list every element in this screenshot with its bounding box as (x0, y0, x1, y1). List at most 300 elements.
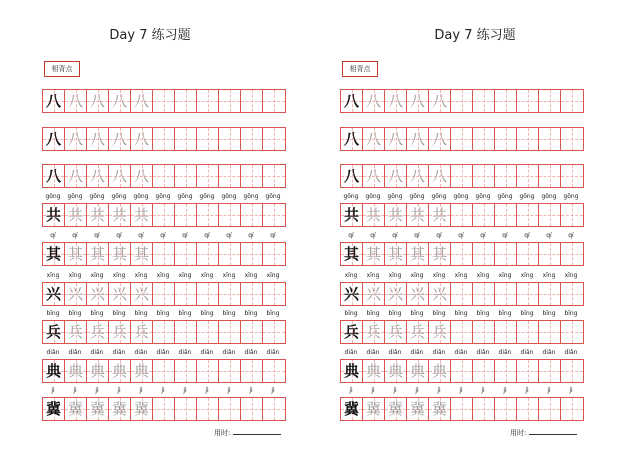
blank-practice-cell[interactable] (561, 321, 583, 343)
blank-practice-cell[interactable] (153, 283, 175, 305)
blank-practice-cell[interactable] (451, 283, 473, 305)
pinyin-label: xīng (366, 272, 380, 279)
trace-character-cell (363, 243, 385, 265)
blank-practice-cell[interactable] (495, 321, 517, 343)
trace-character-cell (109, 398, 131, 420)
trace-character-cell (363, 360, 385, 382)
pinyin-label: qí (160, 232, 166, 239)
time-used-field[interactable] (214, 428, 281, 438)
blank-practice-cell[interactable] (219, 360, 241, 382)
pinyin-label: qí (502, 232, 508, 239)
blank-practice-cell[interactable] (175, 90, 197, 112)
trace-character-cell (429, 243, 451, 265)
pinyin-row (340, 348, 582, 358)
pinyin-label: diǎn (178, 349, 192, 356)
time-used-label: 用时: (214, 429, 231, 437)
trace-character-cell (407, 90, 429, 112)
character: 兵 (365, 323, 381, 341)
trace-character-cell (407, 360, 429, 382)
blank-practice-cell[interactable] (219, 90, 241, 112)
character: 八 (67, 92, 83, 110)
character: 兵 (387, 323, 403, 341)
blank-practice-cell[interactable] (241, 283, 263, 305)
blank-practice-cell[interactable] (241, 360, 263, 382)
character: 八 (133, 167, 149, 185)
trace-character-cell (385, 243, 407, 265)
pinyin-label: bīng (222, 310, 236, 317)
section-tag: 相背点 (342, 61, 378, 77)
character: 共 (387, 206, 403, 224)
character: 其 (67, 245, 83, 263)
blank-practice-cell[interactable] (561, 165, 583, 187)
blank-practice-cell[interactable] (175, 165, 197, 187)
pinyin-label: bīng (498, 310, 512, 317)
trace-character-cell (131, 204, 153, 226)
blank-practice-cell[interactable] (495, 360, 517, 382)
blank-practice-cell[interactable] (175, 243, 197, 265)
character: 八 (45, 167, 61, 185)
model-character-cell (341, 360, 363, 382)
character: 共 (89, 206, 105, 224)
trace-character-cell (407, 243, 429, 265)
blank-practice-cell[interactable] (451, 165, 473, 187)
blank-practice-cell[interactable] (495, 243, 517, 265)
blank-practice-cell[interactable] (517, 360, 539, 382)
character: 典 (111, 362, 127, 380)
pinyin-label: qí (226, 232, 232, 239)
trace-character-cell (87, 283, 109, 305)
pinyin-label: qí (138, 232, 144, 239)
trace-character-cell (65, 243, 87, 265)
character: 共 (365, 206, 381, 224)
pinyin-label: xīng (68, 272, 82, 279)
character: 八 (89, 130, 105, 148)
trace-character-cell (109, 165, 131, 187)
pinyin-label: gōng (365, 193, 381, 200)
blank-practice-cell[interactable] (473, 165, 495, 187)
character: 八 (111, 92, 127, 110)
practice-grid-row (340, 359, 584, 383)
practice-grid-row (340, 397, 584, 421)
pinyin-label: bīng (476, 310, 490, 317)
blank-practice-cell[interactable] (473, 90, 495, 112)
blank-practice-cell[interactable] (263, 128, 285, 150)
blank-practice-cell[interactable] (451, 398, 473, 420)
pinyin-label: qí (270, 232, 276, 239)
trace-character-cell (87, 165, 109, 187)
pinyin-label: bīng (454, 310, 468, 317)
blank-practice-cell[interactable] (473, 283, 495, 305)
blank-practice-cell[interactable] (219, 243, 241, 265)
blank-practice-cell[interactable] (561, 128, 583, 150)
blank-practice-cell[interactable] (175, 283, 197, 305)
blank-practice-cell[interactable] (263, 204, 285, 226)
pinyin-label: diǎn (454, 349, 468, 356)
blank-practice-cell[interactable] (197, 243, 219, 265)
blank-practice-cell[interactable] (517, 283, 539, 305)
pinyin-label: jì (459, 387, 463, 394)
pinyin-label: xīng (156, 272, 170, 279)
trace-character-cell (363, 321, 385, 343)
pinyin-label: jì (481, 387, 485, 394)
trace-character-cell (109, 128, 131, 150)
blank-practice-cell[interactable] (241, 398, 263, 420)
pinyin-label: qí (392, 232, 398, 239)
pinyin-label: xīng (410, 272, 424, 279)
blank-practice-cell[interactable] (197, 90, 219, 112)
model-character-cell (43, 128, 65, 150)
blank-practice-cell[interactable] (451, 204, 473, 226)
blank-practice-cell[interactable] (451, 128, 473, 150)
pinyin-label: diǎn (564, 349, 578, 356)
character: 兵 (67, 323, 83, 341)
trace-character-cell (429, 398, 451, 420)
practice-grid-row (42, 203, 286, 227)
trace-character-cell (131, 165, 153, 187)
blank-practice-cell[interactable] (539, 165, 561, 187)
pinyin-label: bīng (134, 310, 148, 317)
character: 兴 (409, 285, 425, 303)
pinyin-label: gōng (387, 193, 403, 200)
blank-practice-cell[interactable] (561, 243, 583, 265)
character: 八 (343, 92, 359, 110)
character: 冀 (67, 400, 83, 418)
trace-character-cell (109, 283, 131, 305)
character: 冀 (111, 400, 127, 418)
blank-practice-cell[interactable] (561, 90, 583, 112)
blank-practice-cell[interactable] (451, 243, 473, 265)
pinyin-label: diǎn (266, 349, 280, 356)
blank-practice-cell[interactable] (219, 204, 241, 226)
blank-practice-cell[interactable] (561, 360, 583, 382)
practice-grid-row (42, 397, 286, 421)
pinyin-label: jì (183, 387, 187, 394)
blank-practice-cell[interactable] (241, 90, 263, 112)
pinyin-label: qí (568, 232, 574, 239)
blank-practice-cell[interactable] (539, 128, 561, 150)
trace-character-cell (131, 243, 153, 265)
blank-practice-cell[interactable] (517, 243, 539, 265)
pinyin-label: xīng (344, 272, 358, 279)
character: 典 (387, 362, 403, 380)
worksheet-page-right (320, 0, 640, 453)
blank-practice-cell[interactable] (153, 243, 175, 265)
trace-character-cell (363, 128, 385, 150)
character: 其 (409, 245, 425, 263)
blank-practice-cell[interactable] (517, 204, 539, 226)
pinyin-label: xīng (222, 272, 236, 279)
time-used-line (233, 428, 281, 435)
blank-practice-cell[interactable] (197, 204, 219, 226)
character: 其 (89, 245, 105, 263)
blank-practice-cell[interactable] (517, 321, 539, 343)
trace-character-cell (131, 128, 153, 150)
blank-practice-cell[interactable] (451, 360, 473, 382)
pinyin-label: xīng (46, 272, 60, 279)
blank-practice-cell[interactable] (197, 321, 219, 343)
pinyin-label: bīng (178, 310, 192, 317)
trace-character-cell (429, 204, 451, 226)
blank-practice-cell[interactable] (263, 243, 285, 265)
blank-practice-cell[interactable] (539, 360, 561, 382)
model-character-cell (43, 283, 65, 305)
character: 八 (111, 130, 127, 148)
blank-practice-cell[interactable] (495, 283, 517, 305)
character: 兵 (45, 323, 61, 341)
pinyin-label: xīng (432, 272, 446, 279)
character: 八 (365, 167, 381, 185)
pinyin-label: diǎn (388, 349, 402, 356)
trace-character-cell (407, 128, 429, 150)
blank-practice-cell[interactable] (219, 283, 241, 305)
pinyin-label: jì (569, 387, 573, 394)
pinyin-label: qí (370, 232, 376, 239)
blank-practice-cell[interactable] (263, 321, 285, 343)
blank-practice-cell[interactable] (175, 321, 197, 343)
pinyin-label: jì (437, 387, 441, 394)
blank-practice-cell[interactable] (517, 165, 539, 187)
character: 典 (343, 362, 359, 380)
blank-practice-cell[interactable] (175, 360, 197, 382)
pinyin-label: diǎn (156, 349, 170, 356)
blank-practice-cell[interactable] (153, 128, 175, 150)
character: 八 (409, 92, 425, 110)
blank-practice-cell[interactable] (263, 90, 285, 112)
blank-practice-cell[interactable] (197, 283, 219, 305)
pinyin-label: jì (547, 387, 551, 394)
pinyin-label: diǎn (476, 349, 490, 356)
character: 八 (111, 167, 127, 185)
pinyin-label: xīng (564, 272, 578, 279)
trace-character-cell (363, 398, 385, 420)
pinyin-label: jì (349, 387, 353, 394)
character: 典 (67, 362, 83, 380)
blank-practice-cell[interactable] (197, 360, 219, 382)
blank-practice-cell[interactable] (219, 128, 241, 150)
blank-practice-cell[interactable] (153, 398, 175, 420)
pinyin-label: diǎn (222, 349, 236, 356)
pinyin-label: qí (348, 232, 354, 239)
blank-practice-cell[interactable] (241, 243, 263, 265)
blank-practice-cell[interactable] (241, 321, 263, 343)
blank-practice-cell[interactable] (517, 398, 539, 420)
blank-practice-cell[interactable] (561, 283, 583, 305)
pinyin-label: gōng (89, 193, 105, 200)
character: 兵 (89, 323, 105, 341)
character: 兵 (111, 323, 127, 341)
blank-practice-cell[interactable] (495, 398, 517, 420)
pinyin-label: xīng (498, 272, 512, 279)
blank-practice-cell[interactable] (473, 243, 495, 265)
blank-practice-cell[interactable] (473, 321, 495, 343)
blank-practice-cell[interactable] (219, 398, 241, 420)
trace-character-cell (87, 128, 109, 150)
character: 冀 (133, 400, 149, 418)
blank-practice-cell[interactable] (451, 321, 473, 343)
pinyin-label: qí (436, 232, 442, 239)
blank-practice-cell[interactable] (517, 128, 539, 150)
pinyin-label: diǎn (498, 349, 512, 356)
trace-character-cell (407, 204, 429, 226)
character: 八 (45, 130, 61, 148)
blank-practice-cell[interactable] (219, 321, 241, 343)
trace-character-cell (65, 360, 87, 382)
blank-practice-cell[interactable] (561, 204, 583, 226)
pinyin-label: xīng (388, 272, 402, 279)
pinyin-label: xīng (542, 272, 556, 279)
blank-practice-cell[interactable] (219, 165, 241, 187)
trace-character-cell (65, 165, 87, 187)
blank-practice-cell[interactable] (241, 204, 263, 226)
pinyin-row (340, 309, 582, 319)
trace-character-cell (407, 283, 429, 305)
trace-character-cell (65, 128, 87, 150)
trace-character-cell (407, 398, 429, 420)
blank-practice-cell[interactable] (153, 165, 175, 187)
pinyin-label: diǎn (344, 349, 358, 356)
blank-practice-cell[interactable] (153, 90, 175, 112)
trace-character-cell (87, 360, 109, 382)
blank-practice-cell[interactable] (241, 165, 263, 187)
pinyin-label: gōng (155, 193, 171, 200)
model-character-cell (341, 204, 363, 226)
time-used-line (529, 428, 577, 435)
model-character-cell (341, 321, 363, 343)
character: 八 (365, 92, 381, 110)
character: 其 (387, 245, 403, 263)
blank-practice-cell[interactable] (539, 283, 561, 305)
blank-practice-cell[interactable] (495, 165, 517, 187)
blank-practice-cell[interactable] (197, 128, 219, 150)
character: 共 (409, 206, 425, 224)
trace-character-cell (429, 283, 451, 305)
blank-practice-cell[interactable] (263, 398, 285, 420)
character: 兴 (343, 285, 359, 303)
practice-grid-row (42, 89, 286, 113)
pinyin-row (42, 271, 284, 281)
pinyin-label: gōng (265, 193, 281, 200)
blank-practice-cell[interactable] (241, 128, 263, 150)
blank-practice-cell[interactable] (495, 128, 517, 150)
blank-practice-cell[interactable] (197, 165, 219, 187)
model-character-cell (43, 90, 65, 112)
pinyin-label: bīng (564, 310, 578, 317)
character: 共 (111, 206, 127, 224)
character: 其 (45, 245, 61, 263)
model-character-cell (43, 204, 65, 226)
blank-practice-cell[interactable] (451, 90, 473, 112)
practice-grid-row (340, 320, 584, 344)
model-character-cell (341, 283, 363, 305)
character: 共 (431, 206, 447, 224)
model-character-cell (341, 165, 363, 187)
trace-character-cell (429, 360, 451, 382)
pinyin-label: diǎn (520, 349, 534, 356)
pinyin-label: xīng (178, 272, 192, 279)
blank-practice-cell[interactable] (153, 204, 175, 226)
character: 八 (431, 92, 447, 110)
trace-character-cell (109, 204, 131, 226)
character: 冀 (409, 400, 425, 418)
blank-practice-cell[interactable] (539, 243, 561, 265)
trace-character-cell (429, 90, 451, 112)
trace-character-cell (363, 283, 385, 305)
blank-practice-cell[interactable] (539, 204, 561, 226)
pinyin-label: bīng (410, 310, 424, 317)
blank-practice-cell[interactable] (175, 204, 197, 226)
blank-practice-cell[interactable] (473, 204, 495, 226)
trace-character-cell (385, 165, 407, 187)
pinyin-label: jì (503, 387, 507, 394)
blank-practice-cell[interactable] (175, 128, 197, 150)
character: 冀 (89, 400, 105, 418)
pinyin-row (42, 386, 284, 396)
blank-practice-cell[interactable] (175, 398, 197, 420)
blank-practice-cell[interactable] (495, 204, 517, 226)
time-used-field[interactable] (510, 428, 577, 438)
trace-character-cell (87, 90, 109, 112)
blank-practice-cell[interactable] (263, 283, 285, 305)
section-tag: 相背点 (44, 61, 80, 77)
character: 八 (67, 167, 83, 185)
character: 兵 (409, 323, 425, 341)
character: 八 (409, 167, 425, 185)
trace-character-cell (87, 204, 109, 226)
pinyin-label: diǎn (68, 349, 82, 356)
pinyin-label: qí (248, 232, 254, 239)
trace-character-cell (87, 321, 109, 343)
trace-character-cell (131, 283, 153, 305)
blank-practice-cell[interactable] (263, 360, 285, 382)
blank-practice-cell[interactable] (539, 321, 561, 343)
practice-grid-row (340, 203, 584, 227)
blank-practice-cell[interactable] (495, 90, 517, 112)
trace-character-cell (109, 90, 131, 112)
practice-grid-row (42, 242, 286, 266)
pinyin-label: diǎn (244, 349, 258, 356)
pinyin-label: diǎn (542, 349, 556, 356)
character: 典 (431, 362, 447, 380)
trace-character-cell (87, 243, 109, 265)
trace-character-cell (65, 90, 87, 112)
pinyin-row (340, 271, 582, 281)
blank-practice-cell[interactable] (263, 165, 285, 187)
blank-practice-cell[interactable] (153, 321, 175, 343)
character: 共 (67, 206, 83, 224)
blank-practice-cell[interactable] (473, 128, 495, 150)
blank-practice-cell[interactable] (561, 398, 583, 420)
blank-practice-cell[interactable] (197, 398, 219, 420)
blank-practice-cell[interactable] (473, 398, 495, 420)
character: 典 (45, 362, 61, 380)
pinyin-label: gōng (497, 193, 513, 200)
trace-character-cell (131, 90, 153, 112)
blank-practice-cell[interactable] (539, 90, 561, 112)
practice-grid-row (42, 164, 286, 188)
blank-practice-cell[interactable] (473, 360, 495, 382)
pinyin-label: xīng (134, 272, 148, 279)
character: 其 (365, 245, 381, 263)
pinyin-row (340, 192, 582, 202)
blank-practice-cell[interactable] (539, 398, 561, 420)
practice-grid-row (340, 127, 584, 151)
blank-practice-cell[interactable] (517, 90, 539, 112)
model-character-cell (43, 398, 65, 420)
trace-character-cell (385, 283, 407, 305)
blank-practice-cell[interactable] (153, 360, 175, 382)
trace-character-cell (385, 128, 407, 150)
character: 兴 (89, 285, 105, 303)
